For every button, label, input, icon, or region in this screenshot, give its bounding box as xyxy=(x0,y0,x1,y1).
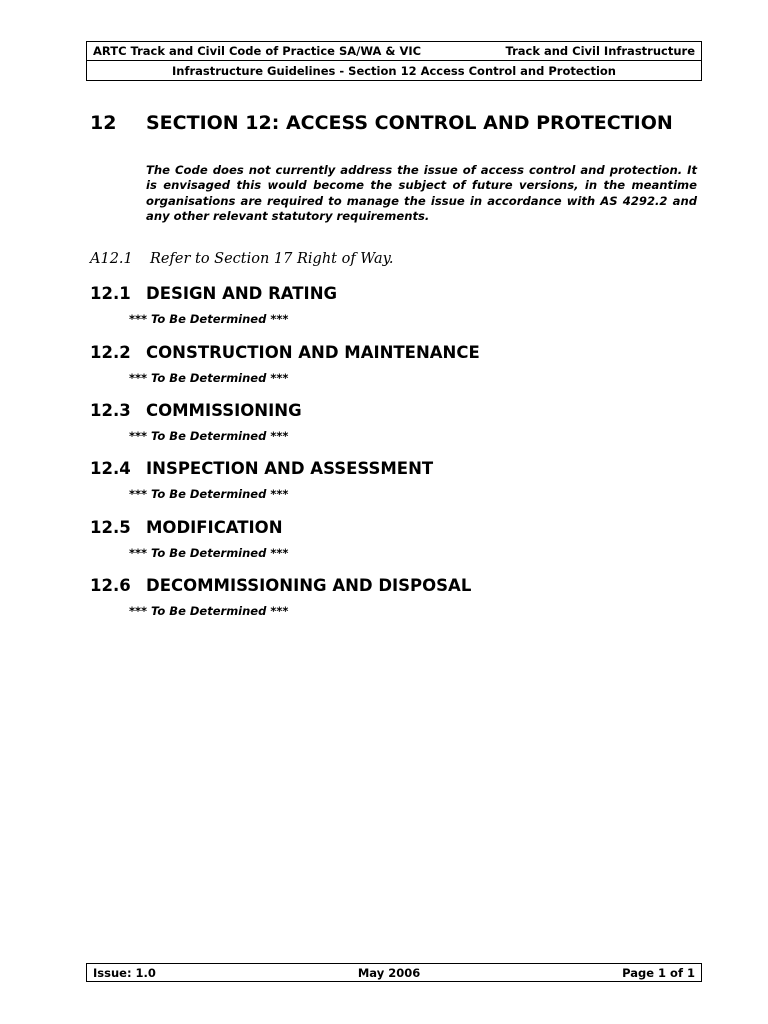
subsection-body-12-5: *** To Be Determined *** xyxy=(129,546,289,560)
section-number: 12 xyxy=(90,112,117,134)
annotation-note xyxy=(90,251,393,267)
header-top-row xyxy=(87,42,701,61)
subsection-title: DESIGN AND RATING xyxy=(146,284,338,303)
subsection-body-12-3: *** To Be Determined *** xyxy=(129,429,289,443)
header-doc-title: ARTC Track and Civil Code of Practice SA/WA & VIC xyxy=(93,44,422,58)
subsection-heading-12-4 xyxy=(90,459,433,478)
subsection-body-12-4: *** To Be Determined *** xyxy=(129,487,289,501)
subsection-body-12-1: *** To Be Determined *** xyxy=(129,312,289,326)
subsection-number: 12.2 xyxy=(90,343,131,362)
subsection-title: DECOMMISSIONING AND DISPOSAL xyxy=(146,576,472,595)
header-category: Track and Civil Infrastructure xyxy=(505,44,695,58)
subsection-heading-12-3 xyxy=(90,401,302,420)
header-subtitle-row xyxy=(87,61,701,80)
footer-date: May 2006 xyxy=(357,965,421,980)
subsection-heading-12-2 xyxy=(90,343,480,362)
page-header xyxy=(86,41,702,81)
section-heading xyxy=(90,112,673,134)
subsection-body-12-6: *** To Be Determined *** xyxy=(129,604,289,618)
annotation-number: A12.1 xyxy=(90,251,133,267)
subsection-body-12-2: *** To Be Determined *** xyxy=(129,371,289,385)
subsection-title: CONSTRUCTION AND MAINTENANCE xyxy=(146,343,480,362)
subsection-title: INSPECTION AND ASSESSMENT xyxy=(146,459,434,478)
subsection-heading-12-1 xyxy=(90,284,337,303)
section-title: SECTION 12: ACCESS CONTROL AND PROTECTION xyxy=(146,112,673,134)
header-subtitle: Infrastructure Guidelines - Section 12 Access Control and Protection xyxy=(171,63,616,78)
subsection-number: 12.5 xyxy=(90,518,131,537)
subsection-heading-12-5 xyxy=(90,518,283,537)
subsection-number: 12.1 xyxy=(90,284,131,303)
footer-page-number: Page 1 of 1 xyxy=(622,965,695,980)
section-intro-paragraph: The Code does not currently address the issue of access control and protection. It is envisaged this would become the subject of future versions, in the meantime organisations are required to manage the issue in accordance with AS 4292.2 and any other relevant statutory requirements. xyxy=(146,163,697,224)
subsection-number: 12.3 xyxy=(90,401,131,420)
subsection-heading-12-6 xyxy=(90,576,471,595)
subsection-number: 12.6 xyxy=(90,576,131,595)
footer-issue: Issue: 1.0 xyxy=(93,965,156,980)
subsection-number: 12.4 xyxy=(90,459,131,478)
page-footer xyxy=(86,963,702,982)
annotation-text: Refer to Section 17 Right of Way. xyxy=(150,251,394,267)
subsection-title: COMMISSIONING xyxy=(146,401,302,420)
subsection-title: MODIFICATION xyxy=(146,518,283,537)
